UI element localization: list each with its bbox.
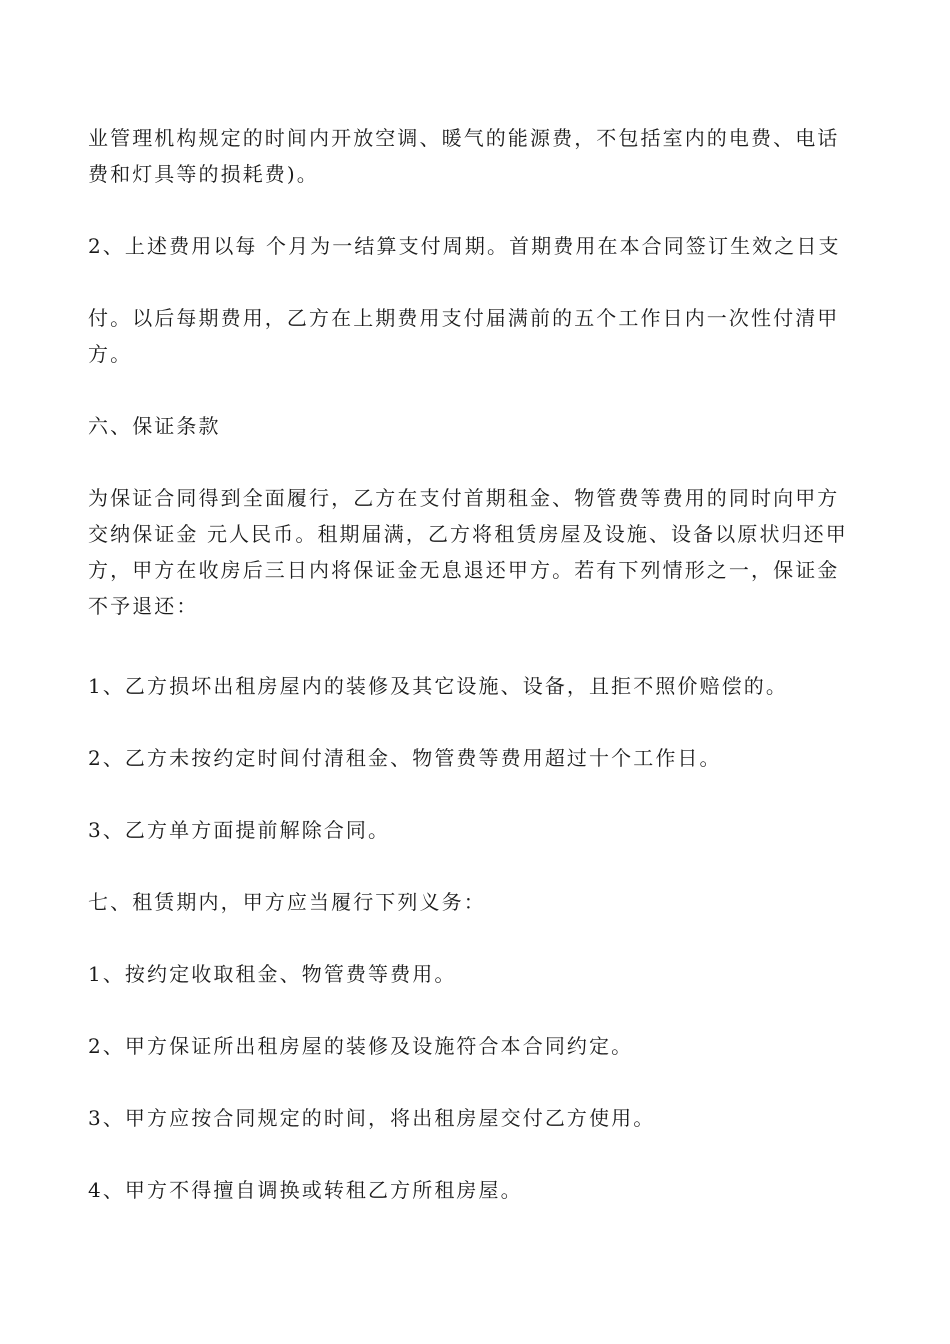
text-line: 为保证合同得到全面履行，乙方在支付首期租金、物管费等费用的同时向甲方: [88, 486, 840, 510]
list-item: 3、乙方单方面提前解除合同。: [88, 818, 391, 842]
list-item: 2、甲方保证所出租房屋的装修及设施符合本合同约定。: [88, 1034, 634, 1058]
list-item: 2、乙方未按约定时间付清租金、物管费等费用超过十个工作日。: [88, 746, 722, 770]
text-line: 付。以后每期费用，乙方在上期费用支付届满前的五个工作日内一次性付清甲: [88, 306, 840, 330]
text-line: 方，甲方在收房后三日内将保证金无息退还甲方。若有下列情形之一，保证金: [88, 558, 840, 582]
list-item: 1、按约定收取租金、物管费等费用。: [88, 962, 457, 986]
section-heading: 六、保证条款: [88, 414, 221, 438]
text-line: 费和灯具等的损耗费)。: [88, 162, 319, 186]
text-line: 业管理机构规定的时间内开放空调、暖气的能源费，不包括室内的电费、电话: [88, 126, 840, 150]
text-line: 交纳保证金 元人民币。租期届满，乙方将租赁房屋及设施、设备以原状归还甲: [88, 522, 848, 546]
text-line: 方。: [88, 342, 133, 366]
list-item: 1、乙方损坏出租房屋内的装修及其它设施、设备，且拒不照价赔偿的。: [88, 674, 788, 698]
section-heading: 七、租赁期内，甲方应当履行下列义务：: [88, 890, 486, 914]
list-item: 4、甲方不得擅自调换或转租乙方所租房屋。: [88, 1178, 523, 1202]
text-line: 不予退还：: [88, 594, 199, 618]
text-line: 2、上述费用以每 个月为一结算支付周期。首期费用在本合同签订生效之日支: [88, 234, 841, 258]
list-item: 3、甲方应按合同规定的时间，将出租房屋交付乙方使用。: [88, 1106, 656, 1130]
